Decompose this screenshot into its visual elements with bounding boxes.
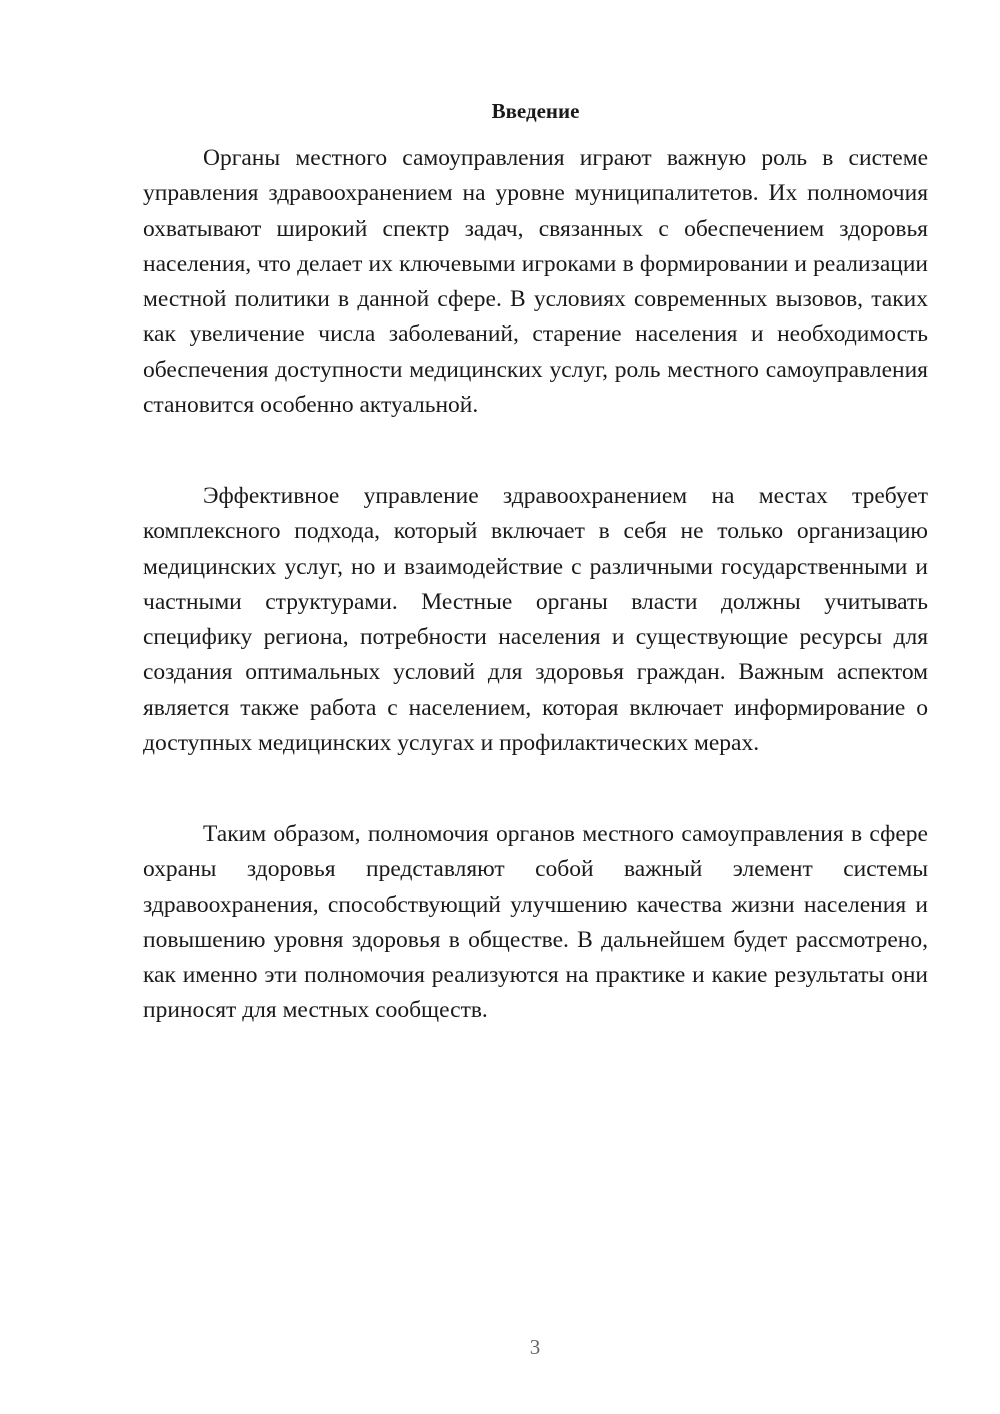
- paragraph-3: Таким образом, полномочия органов местного самоуправления в сфере охраны здоровья представляют собой важный элемент системы здравоохранения, способствующий улучшению качества жизни населения и повышению уровня здоровья в обществе. В дальнейшем будет рассмотрено, как именно эти полномочия реализуются на практике и какие результаты они приносят для местных сообществ.: [143, 821, 928, 1024]
- page-number: 3: [529, 1335, 541, 1359]
- section-heading: Введение: [491, 99, 580, 123]
- paragraph-2: Эффективное управление здравоохранением на местах требует комплексного подхода, который включает в себя не только организацию медицинских услуг, но и взаимодействие с различными государственными и частными структурами. Местные органы власти должны учитывать специфику региона, потребности населения и существующие ресурсы для создания оптимальных условий для здоровья граждан. Важным аспектом является также работа с населением, которая включает информирование о доступных медицинских услугах и профилактических мерах.: [143, 483, 928, 757]
- paragraph-1: Органы местного самоуправления играют важную роль в системе управления здравоохранением на уровне муниципалитетов. Их полномочия охватывают широкий спектр задач, связанных с обеспечением здоровья населения, что делает их ключевыми игроками в формировании и реализации местной политики в данной сфере. В условиях современных вызовов, таких как увеличение числа заболеваний, старение населения и необходимость обеспечения доступности медицинских услуг, роль местного самоуправления становится особенно актуальной.: [143, 145, 928, 419]
